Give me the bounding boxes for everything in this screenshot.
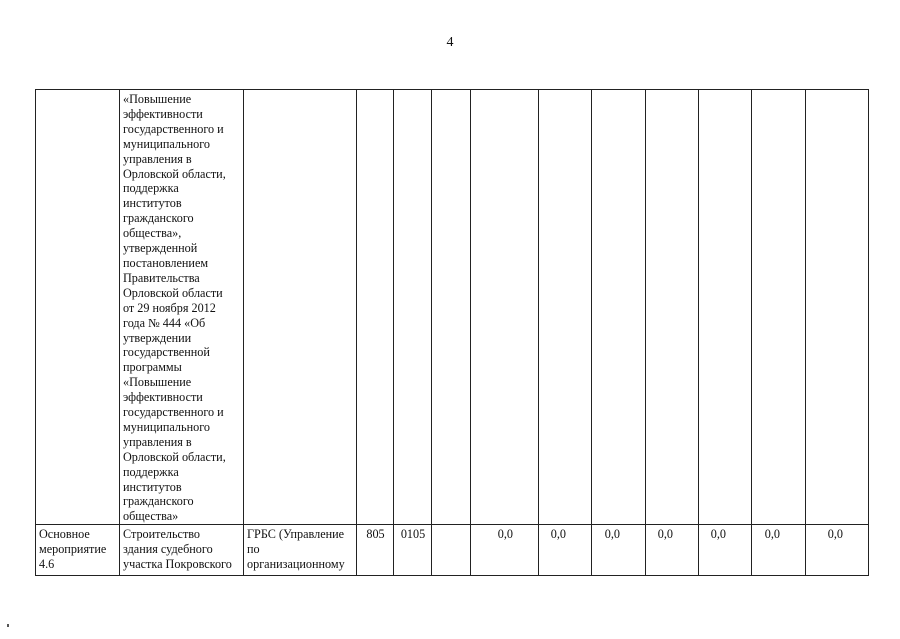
table-cell (357, 90, 394, 525)
page-number: 4 (446, 35, 454, 50)
table-cell: Строительство здания судебного участка Покровского (120, 525, 244, 576)
table-cell (646, 90, 699, 525)
table-row (36, 90, 869, 525)
table-cell (699, 90, 752, 525)
table-cell (244, 90, 357, 525)
table-cell (432, 525, 471, 576)
table-cell (592, 90, 646, 525)
table-cell: 0,0 (592, 525, 646, 576)
table-cell (36, 90, 120, 525)
program-measures-table (35, 89, 869, 576)
table-cell: «Повышение эффективности государственного и муниципального управления в Орловской области, поддержка институтов гражданского общества», утвержденной постановлением Правительства Орловской области от 29 ноября 2012 года № 444 «Об утверждении государственной программы «Повышение эффективности государственного и муниципального управления в Орловской области, поддержка институтов гражданского общества» (120, 90, 244, 525)
table-cell: 0,0 (699, 525, 752, 576)
table-cell: 0,0 (471, 525, 539, 576)
table-cell: 0,0 (806, 525, 869, 576)
table-cell (432, 90, 471, 525)
table-cell: 0,0 (646, 525, 699, 576)
table-row (36, 525, 869, 576)
table-cell (539, 90, 592, 525)
table-cell: Основное мероприятие 4.6 (36, 525, 120, 576)
table-cell: 0105 (394, 525, 432, 576)
table-cell: 805 (357, 525, 394, 576)
table-cell (394, 90, 432, 525)
table-cell (752, 90, 806, 525)
table-cell (806, 90, 869, 525)
table-cell: 0,0 (752, 525, 806, 576)
table-cell: ГРБС (Управление по организационному (244, 525, 357, 576)
table-cell: 0,0 (539, 525, 592, 576)
table-cell (471, 90, 539, 525)
scan-artifact (7, 624, 9, 627)
